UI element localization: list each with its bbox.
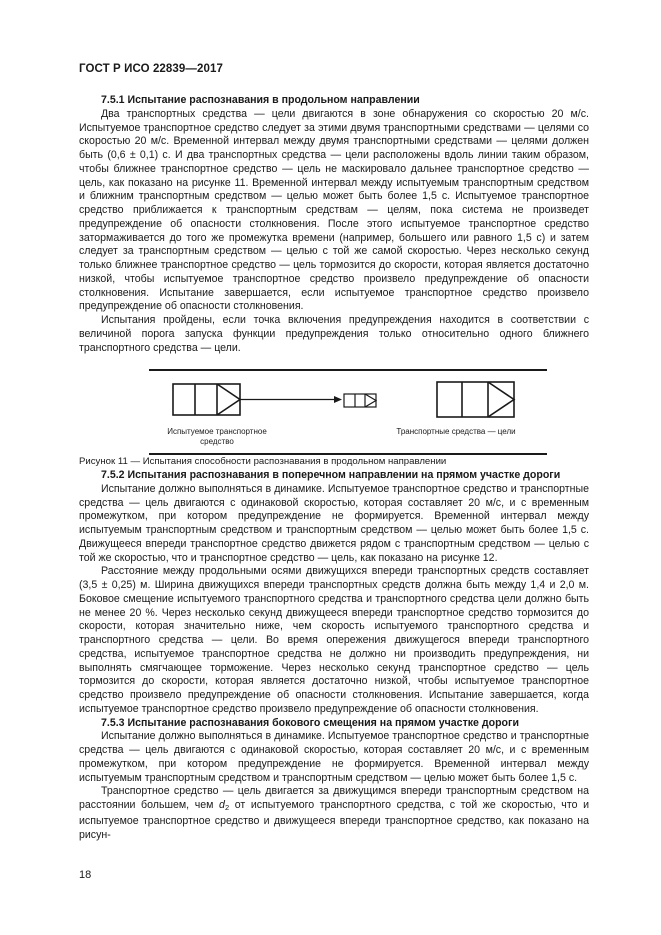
far-target-vehicle-icon: [344, 394, 376, 407]
figure-11-caption: Рисунок 11 — Испытания способности распознавания в продольном направлении: [79, 456, 447, 468]
variable-d: d: [219, 799, 225, 811]
section-7-5-1-paragraph-1: Два транспортных средства — цели двигаются в зоне обнаружения со скоростью 20 м/с. Испытуемое транспортное средство следует за этими двумя транспортными средствами — целями со скоростью 20 м/с. Временной интервал между двумя транспортными средствами — целями должен быть (0,6 ± 0,1) с. И два транспортных средства — цели расположены вдоль линии таким образом, чтобы ближнее транспортное средство — цель не маскировало дальнее транспортное средство — цель, как показано на рисунке 11. Временной интервал между испытуемым транспортным средством и ближним транспортным средством — целью может быть более 1,5 с. Испытуемое транспортное средство приближается к транспортным средствам — целям, пока система не произведет предупреждение об опасности столкновения. После этого испытуемое транспортное средство затормаживается до того же промежутка времени (например, большего или равного 1,5 с) и затем следует за транспортным средством — целью с той же самой скоростью. Через несколько секунд только ближнее транспортное средство — цель тормозится до скорости, которая является достаточно низкой, чтобы испытуемое транспортное средство произвело предупреждение об опасности столкновения. Испытание завершается, если испытуемое транспортное средство произвело предупреждение об опасности столкновения.: [79, 107, 589, 313]
section-7-5-2-heading: 7.5.2 Испытания распознавания в поперечном направлении на прямом участке дороги: [101, 469, 561, 481]
target-vehicles-label: Транспортные средства — цели: [396, 427, 516, 437]
paragraph-text-start: Транспортное средство — цель двигается за движущимся впереди транспортным средством на расстоянии большем, чем: [79, 785, 589, 811]
test-vehicle-label: Испытуемое транспортное средство: [167, 427, 267, 447]
document-header: ГОСТ Р ИСО 22839—2017: [79, 63, 224, 75]
section-7-5-2-paragraph-1: Испытание должно выполняться в динамике. Испытуемое транспортное средство и транспортные средства — цель двигаются с одинаковой скоростью, которая составляет 20 м/с, и с временным промежутком, при котором предупреждение не формируется. Временной интервал между испытуемым транспортным средством и транспортным средством — целью может быть более 1,5 с. Движущееся впереди транспортное средство движется рядом с транспортным средством — целью с той же скоростью, что и транспортное средство — цель, как показано на рисунке 12.: [79, 482, 589, 564]
section-7-5-3-heading: 7.5.3 Испытание распознавания бокового смещения на прямом участке дороги: [101, 716, 519, 729]
section-7-5-1-paragraph-2: Испытания пройдены, если точка включения предупреждения находится в соответствии с величиной порога запуска функции предупреждения только относительно одного ближнего транспортного средства — цели.: [79, 314, 589, 354]
near-target-vehicle-icon: [437, 382, 514, 417]
paragraph-text-end: от испытуемого транспортного средства, с той же скоростью, что и испытуемое транспортное средство и движущееся впереди транспортное средство, как показано на рисун-: [79, 799, 589, 841]
figure-11: [149, 369, 547, 455]
page-content: [79, 94, 589, 842]
section-7-5-3-paragraph-2: [79, 785, 589, 842]
test-vehicle-icon: [173, 384, 240, 415]
section-7-5-2-paragraph-2: Расстояние между продольными осями движущихся впереди транспортных средств составляет (3,5 ± 0,25) м. Ширина движущихся впереди транспортных средств должна быть между 1,4 и 2,0 м. Боковое смещение испытуемого транспортного средства и транспортного средства цели должно быть не менее 20 %. Через несколько секунд движущееся впереди транспортное средство тормозится до скорости, которая значительно ниже, чем скорость испытуемого транспортного средства и транспортного средства — цели. Во время опережения движущегося впереди транспортного средства, испытуемое транспортное средства не должно ни производить предупреждения, ни выполнять смягчающее торможение. Через несколько секунд транспортное средство — цель тормозится до скорости, которая является достаточно низкой, чтобы испытуемое транспортное средство произвело предупреждение об опасности столкновения. Испытание завершается, когда испытуемое транспортное средство произвело предупреждение об опасности столкновения.: [79, 565, 589, 715]
variable-d-subscript: 2: [224, 803, 230, 812]
arrow-icon: [240, 396, 342, 403]
figure-bottom-rule: [149, 453, 547, 455]
section-7-5-3-paragraph-1: Испытание должно выполняться в динамике. Испытуемое транспортное средство и транспортные средства — цель двигаются с одинаковой скоростью, которая составляет 20 м/с, и с временным промежутком, при котором предупреждение не формируется. Временной интервал между испытуемым транспортным средством и транспортным средством — целью может быть более 1,5 с.: [79, 730, 589, 784]
page-number: 18: [79, 869, 92, 881]
section-7-5-1-heading: 7.5.1 Испытание распознавания в продольном направлении: [101, 94, 420, 106]
